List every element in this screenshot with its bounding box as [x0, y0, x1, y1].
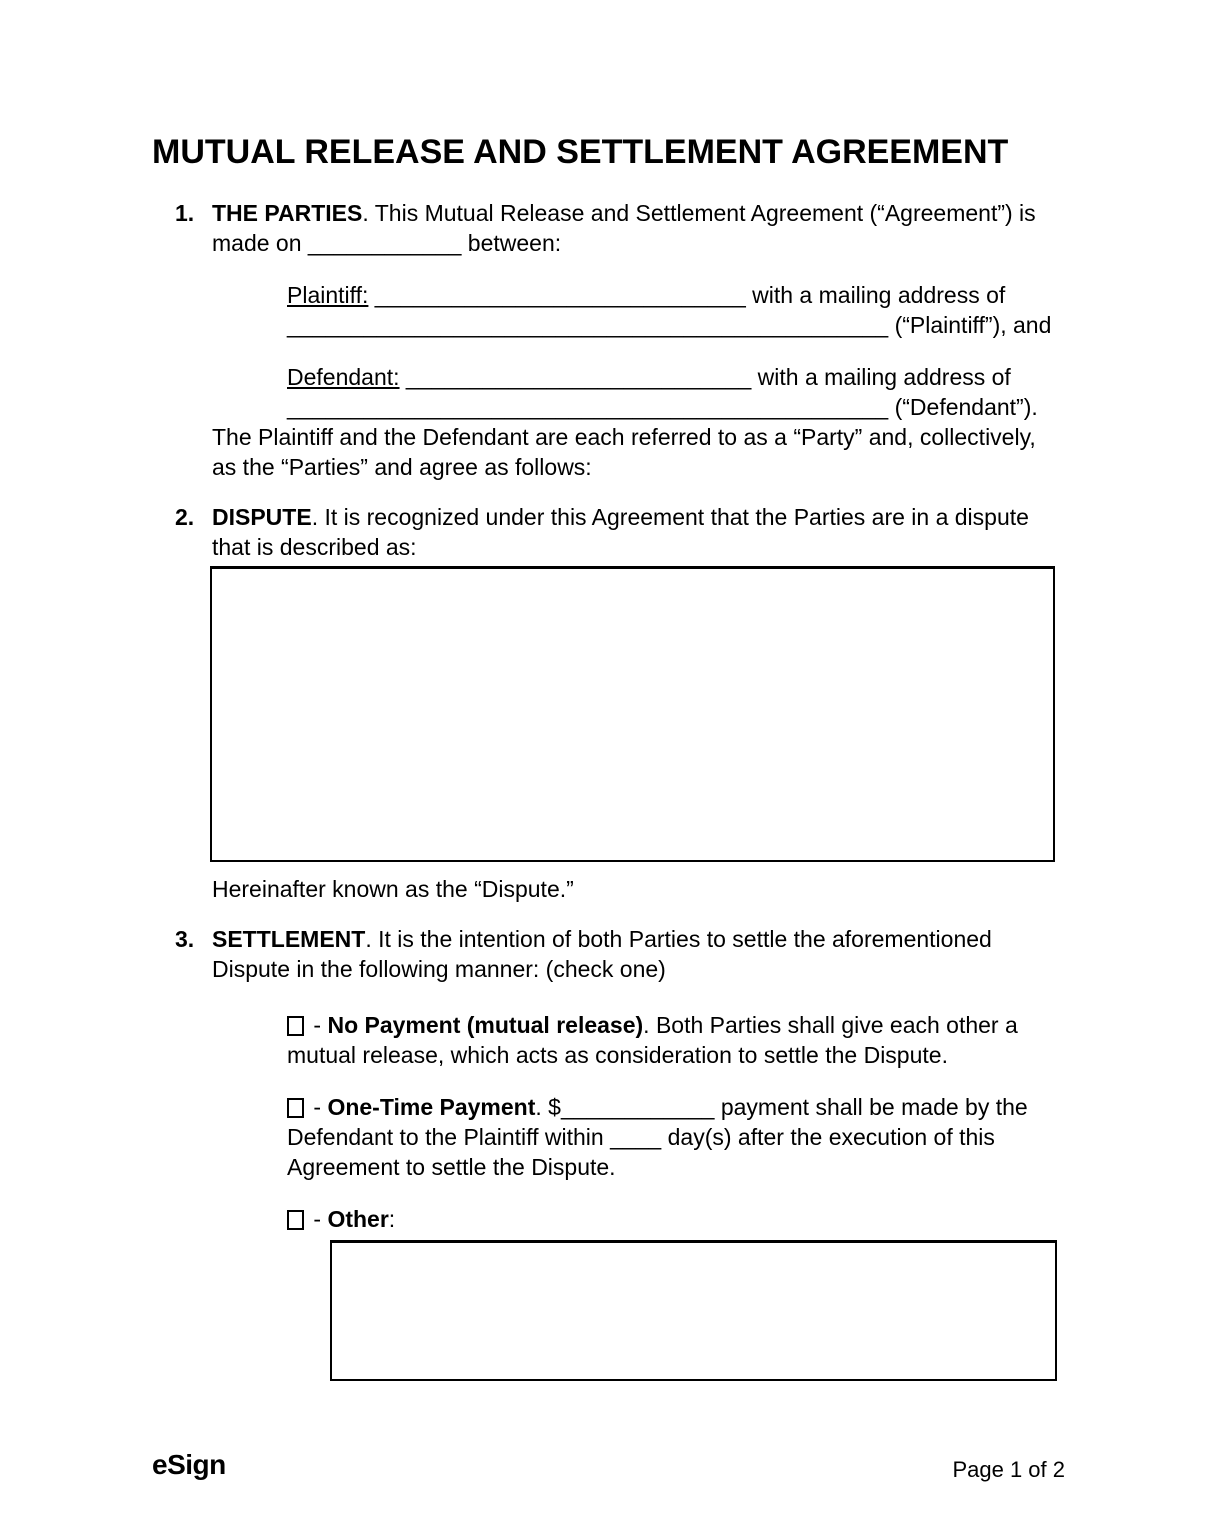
dispute-description-box[interactable]	[210, 566, 1055, 862]
dispute-after-box: Hereinafter known as the “Dispute.”	[212, 876, 574, 902]
text-segment: . It is recognized under this Agreement that the Parties are in a dispute	[311, 504, 1029, 530]
text-segment: with a mailing address of	[751, 364, 1011, 390]
option-other	[287, 1204, 1068, 1234]
section-number: 1.	[175, 200, 195, 226]
settlement-intro	[212, 924, 1068, 984]
text-segment: (“Plaintiff”), and	[888, 312, 1052, 338]
text-segment: . This Mutual Release and Settlement Agreement (“Agreement”) is	[362, 200, 1036, 226]
parties-heading: THE PARTIES	[212, 200, 363, 226]
text-segment: -	[307, 1012, 328, 1038]
page-footer	[152, 1448, 1065, 1484]
section-dispute	[152, 502, 1068, 904]
other-description-box[interactable]	[330, 1240, 1057, 1381]
option-label: No Payment (mutual release)	[327, 1012, 644, 1038]
text-segment: :	[388, 1206, 396, 1232]
option-label: Other	[327, 1206, 389, 1232]
days-blank[interactable]: ____	[610, 1124, 662, 1150]
text-segment: with a mailing address of	[745, 282, 1006, 308]
text-segment: mutual release, which acts as consideration to settle the Dispute.	[287, 1042, 948, 1068]
settlement-options	[287, 1010, 1068, 1381]
dispute-heading: DISPUTE	[212, 504, 312, 530]
defendant-name-blank[interactable]: ___________________________	[399, 364, 752, 390]
plaintiff-clause	[287, 280, 1068, 340]
text-segment: made on	[212, 230, 308, 256]
collective-clause	[212, 422, 1068, 482]
text-segment: . $	[535, 1094, 561, 1120]
esign-logo: eSign	[152, 1449, 226, 1480]
text-segment: Defendant to the Plaintiff within	[287, 1124, 611, 1150]
section-number: 2.	[175, 504, 195, 530]
text-segment: Dispute in the following manner: (check one)	[212, 956, 666, 982]
defendant-label: Defendant:	[287, 364, 400, 390]
text-segment: -	[307, 1094, 328, 1120]
text-segment: The Plaintiff and the Defendant are each referred to as a “Party” and, collectively,	[212, 424, 1036, 450]
page-indicator: Page 1 of 2	[952, 1457, 1065, 1482]
defendant-address-blank[interactable]: _______________________________________________	[287, 394, 889, 420]
parties-intro	[212, 198, 1068, 258]
other-checkbox[interactable]	[287, 1210, 304, 1230]
text-segment: that is described as:	[212, 534, 417, 560]
plaintiff-name-blank[interactable]: _____________________________	[368, 282, 746, 308]
text-segment: -	[307, 1206, 328, 1232]
document-body	[152, 130, 1068, 1401]
text-segment: . Both Parties shall give each other a	[643, 1012, 1018, 1038]
one-time-payment-checkbox[interactable]	[287, 1098, 304, 1118]
option-one-time-payment	[287, 1092, 1068, 1182]
option-no-payment	[287, 1010, 1068, 1070]
section-settlement	[152, 924, 1068, 1381]
section-parties	[152, 198, 1068, 482]
text-segment: . It is the intention of both Parties to settle the aforementioned	[365, 926, 992, 952]
party-clauses	[287, 280, 1068, 422]
section-number: 3.	[175, 926, 195, 952]
text-segment: payment shall be made by the	[714, 1094, 1028, 1120]
date-blank[interactable]: ____________	[307, 230, 462, 256]
text-segment: as the “Parties” and agree as follows:	[212, 454, 592, 480]
defendant-clause	[287, 362, 1068, 422]
plaintiff-address-blank[interactable]: _______________________________________________	[287, 312, 889, 338]
text-segment: Agreement to settle the Dispute.	[287, 1154, 616, 1180]
dispute-intro	[212, 502, 1068, 562]
option-label: One-Time Payment	[327, 1094, 536, 1120]
text-segment: day(s) after the execution of this	[661, 1124, 995, 1150]
document-title: MUTUAL RELEASE AND SETTLEMENT AGREEMENT	[152, 133, 1009, 171]
text-segment: (“Defendant”).	[888, 394, 1038, 420]
settlement-heading: SETTLEMENT	[212, 926, 366, 952]
no-payment-checkbox[interactable]	[287, 1016, 304, 1036]
text-segment: between:	[461, 230, 562, 256]
plaintiff-label: Plaintiff:	[287, 282, 369, 308]
amount-blank[interactable]: ____________	[560, 1094, 715, 1120]
